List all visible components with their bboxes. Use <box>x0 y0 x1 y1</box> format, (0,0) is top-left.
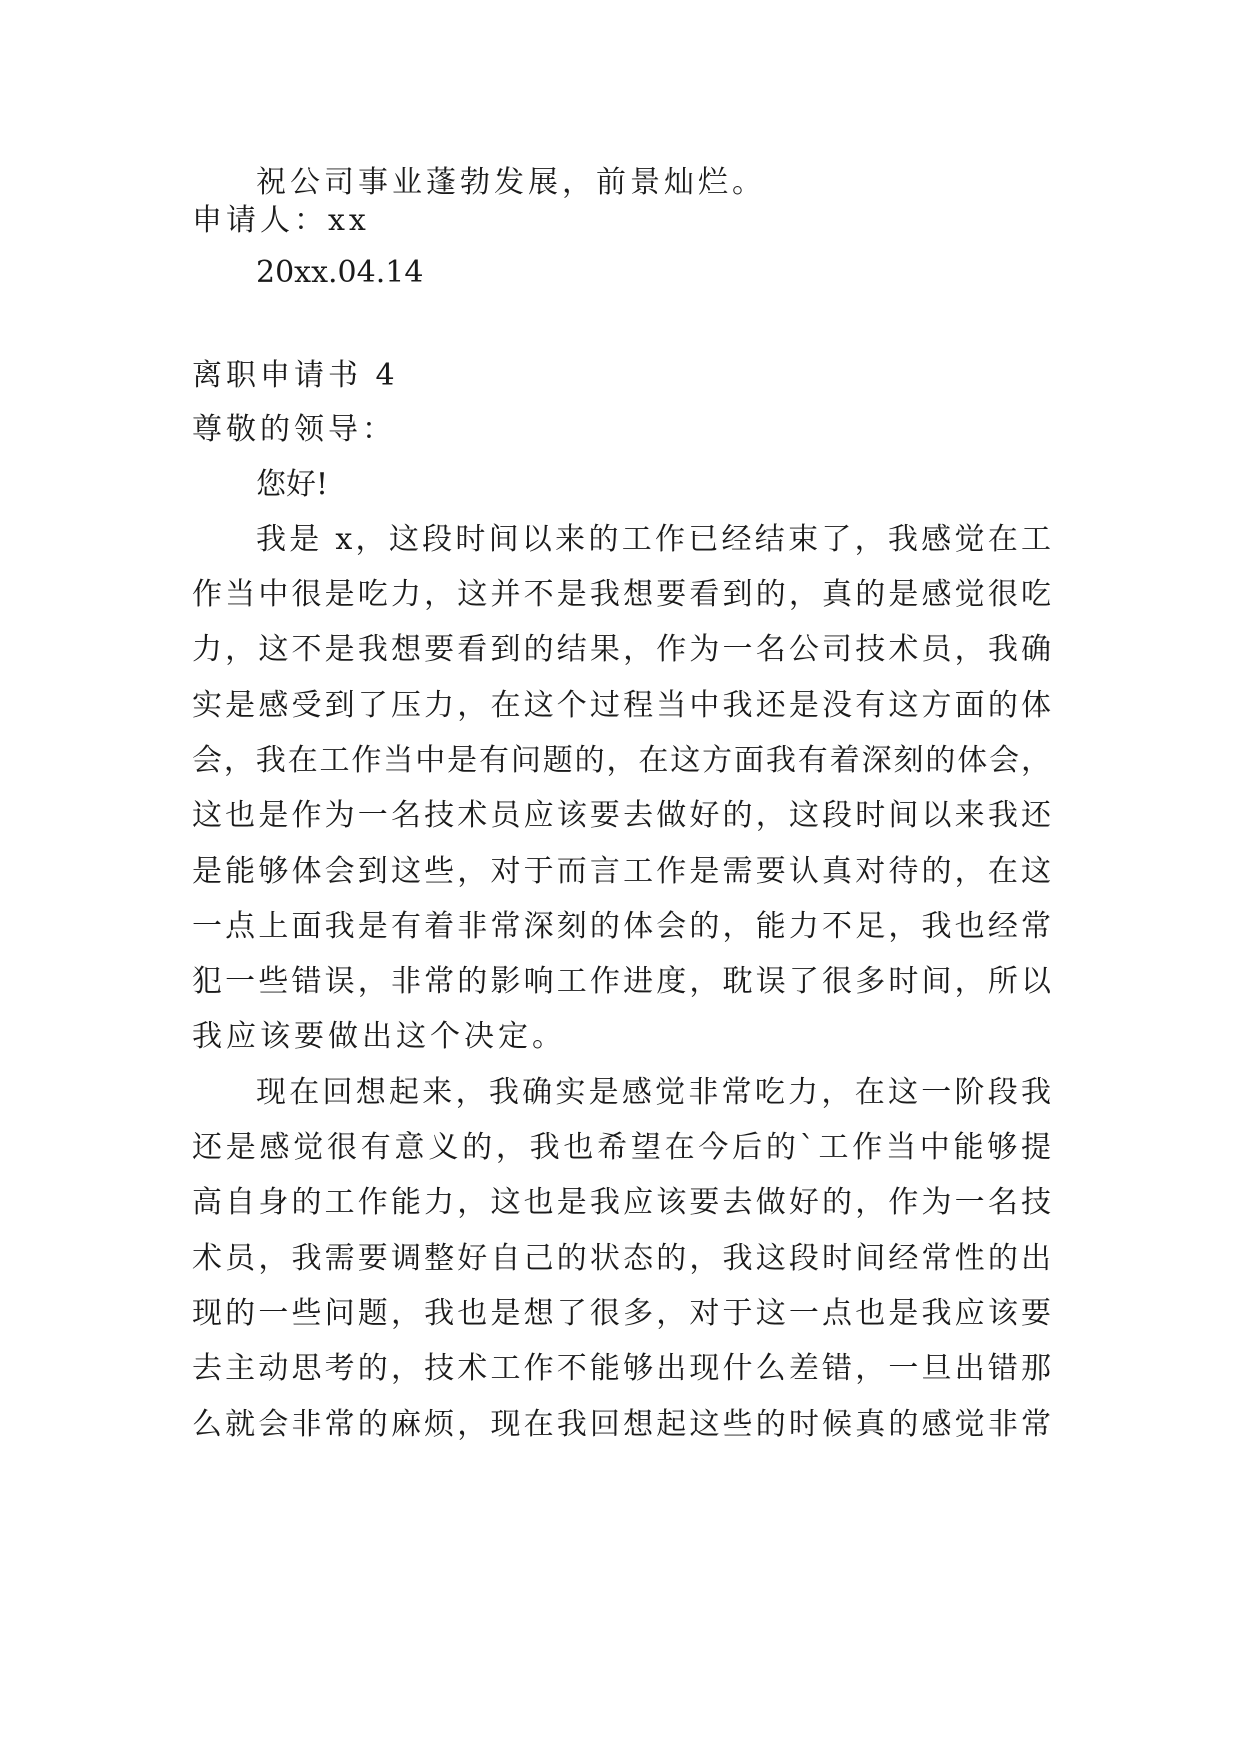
paragraph-line: 会，我在工作当中是有问题的，在这方面我有着深刻的体会， <box>192 743 1051 778</box>
greeting: 您好! <box>256 467 329 502</box>
salutation: 尊敬的领导： <box>192 412 396 447</box>
applicant-line: 申请人：xx <box>192 203 370 238</box>
paragraph-line: 现的一些问题，我也是想了很多，对于这一点也是我应该要 <box>192 1296 1051 1331</box>
paragraph-line: 一点上面我是有着非常深刻的体会的，能力不足，我也经常 <box>192 909 1051 944</box>
paragraph-line: 术员，我需要调整好自己的状态的，我这段时间经常性的出 <box>192 1241 1051 1276</box>
paragraph-line: 这也是作为一名技术员应该要去做好的，这段时间以来我还 <box>192 798 1051 833</box>
paragraph-line: 力，这不是我想要看到的结果，作为一名公司技术员，我确 <box>192 632 1051 667</box>
paragraph-line: 我是 x，这段时间以来的工作已经结束了，我感觉在工 <box>256 522 1051 557</box>
date-line: 20xx.04.14 <box>256 255 424 290</box>
letter-title: 离职申请书 4 <box>192 358 399 393</box>
paragraph-line: 还是感觉很有意义的，我也希望在今后的`工作当中能够提 <box>192 1130 1051 1165</box>
paragraph-line: 高自身的工作能力，这也是我应该要去做好的，作为一名技 <box>192 1185 1051 1220</box>
paragraph-line: 我应该要做出这个决定。 <box>192 1019 566 1054</box>
paragraph-line: 作当中很是吃力，这并不是我想要看到的，真的是感觉很吃 <box>192 577 1051 612</box>
paragraph-line: 去主动思考的，技术工作不能够出现什么差错，一旦出错那 <box>192 1351 1051 1386</box>
paragraph-line: 犯一些错误，非常的影响工作进度，耽误了很多时间，所以 <box>192 964 1051 999</box>
paragraph-line: 实是感受到了压力，在这个过程当中我还是没有这方面的体 <box>192 688 1051 723</box>
paragraph-line: 是能够体会到这些，对于而言工作是需要认真对待的，在这 <box>192 854 1051 889</box>
paragraph-line: 么就会非常的麻烦，现在我回想起这些的时候真的感觉非常 <box>192 1407 1051 1442</box>
closing-wish: 祝公司事业蓬勃发展，前景灿烂。 <box>256 165 766 200</box>
paragraph-line: 现在回想起来，我确实是感觉非常吃力，在这一阶段我 <box>256 1075 1051 1110</box>
